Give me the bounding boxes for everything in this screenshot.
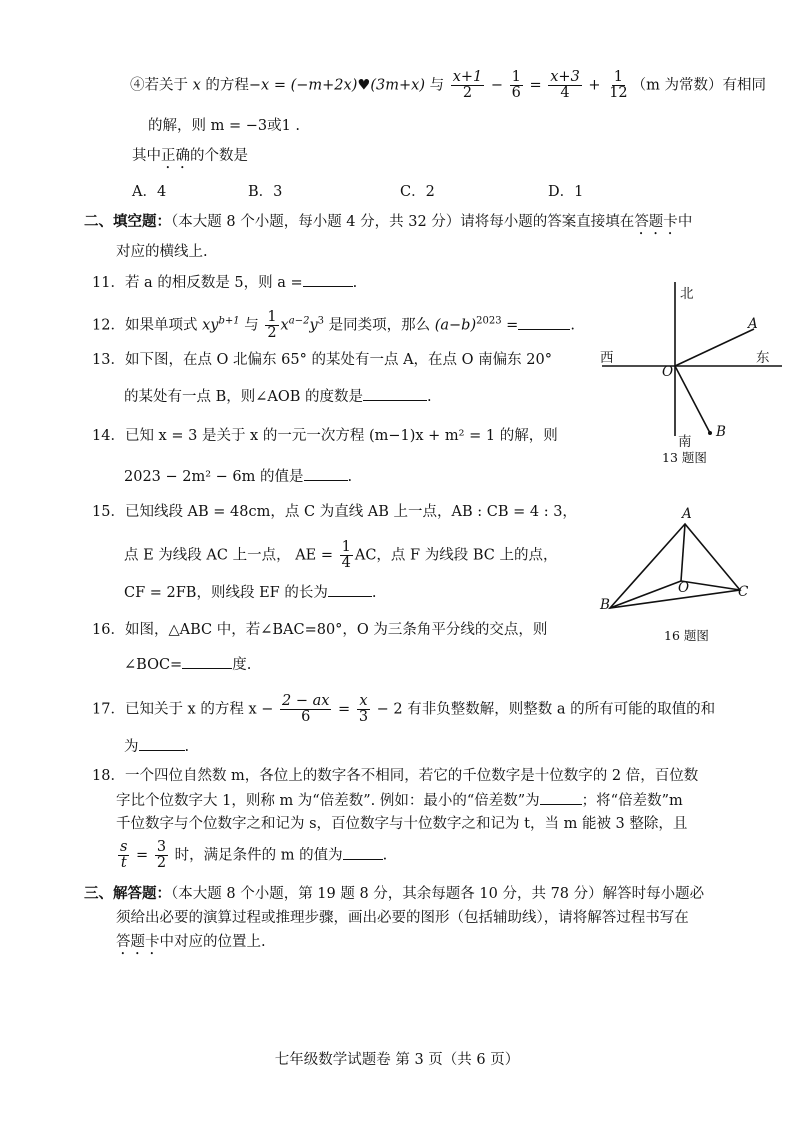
section2-heading: 二、填空题：（本大题 8 个小题，每小题 4 分，共 32 分）请将每小题的答案直接填在答题卡中 bbox=[84, 213, 693, 230]
label-a: A bbox=[682, 506, 692, 522]
fraction: $\frac{x+3}{4}$ bbox=[550, 69, 580, 101]
q13-line2: 的某处有一点 B，则∠AOB 的度数是 . bbox=[124, 386, 432, 407]
answer-blank[interactable] bbox=[363, 386, 427, 401]
q10-item4-line2: 的解，则 m = −3或1 . bbox=[148, 118, 301, 134]
label-east: 东 bbox=[756, 350, 770, 366]
answer-blank[interactable] bbox=[139, 736, 185, 751]
fraction: $\frac{x+1}{2}$ bbox=[452, 69, 483, 101]
page-footer: 七年级数学试题卷 第 3 页（共 6 页） bbox=[274, 1052, 520, 1068]
ray-oa bbox=[675, 329, 754, 366]
fraction: $\frac{1}{2}$ bbox=[267, 309, 277, 341]
q10-item4-line1: ④若关于 x 的方程−x = (−m+2x)♥(3m+x) 与 $\frac{x+1}{2}$ − $\frac{1}{6}$ = $\frac{x+3}{4}$ + $\frac{1}{12}$ （m 为常数）有相同 bbox=[130, 69, 766, 101]
fig16-caption: 16 题图 bbox=[664, 628, 709, 643]
choice-d: D．1 bbox=[548, 184, 584, 200]
fraction: $\frac{2 - ax}{6}$ bbox=[282, 693, 330, 725]
ray-ob bbox=[675, 366, 710, 433]
fig13-caption: 13 题图 bbox=[662, 450, 707, 465]
q14-line2: 2023 − 2m² − 6m 的值是 . bbox=[124, 466, 352, 487]
fraction: $\frac{1}{4}$ bbox=[341, 539, 351, 571]
label-c: C bbox=[738, 584, 749, 600]
answer-blank[interactable] bbox=[328, 582, 372, 597]
q17-line1: 17．已知关于 x 的方程 x − $\frac{2 - ax}{6}$ = $\frac{x}{3}$ − 2 有非负整数解，则整数 a 的所有可能的取值的和 bbox=[92, 693, 716, 725]
q13-line1: 13．如下图，在点 O 北偏东 65° 的某处有一点 A，在点 O 南偏东 20° bbox=[92, 352, 552, 368]
section2-line2: 对应的横线上. bbox=[116, 244, 208, 260]
answer-blank[interactable] bbox=[304, 466, 348, 481]
q15-line2: 点 E 为线段 AC 上一点， AE = $\frac{1}{4}$ AC，点 F 为线段 BC 上的点， bbox=[124, 539, 558, 571]
fraction: $\frac{3}{2}$ bbox=[156, 839, 167, 871]
q10-prompt: 其中正确的个数是 bbox=[132, 148, 248, 164]
choice-b: B．3 bbox=[248, 184, 283, 200]
answer-blank[interactable] bbox=[343, 845, 383, 860]
section3-line3: 答题卡中对应的位置上. bbox=[116, 934, 266, 950]
q15-line3: CF = 2FB，则线段 EF 的长为 . bbox=[124, 582, 376, 603]
answer-blank[interactable] bbox=[182, 654, 232, 669]
q17-line2: 为 . bbox=[124, 736, 189, 757]
segment-ao bbox=[681, 524, 685, 581]
q15-line1: 15．已知线段 AB = 48cm，点 C 为直线 AB 上一点，AB : CB = 4 : 3， bbox=[92, 504, 577, 520]
choice-c: C．2 bbox=[400, 184, 435, 200]
q18-line3: 千位数字与个位数字之和记为 s，百位数字与十位数字之和记为 t，当 m 能被 3 整除，且 bbox=[116, 816, 688, 832]
label-a: A bbox=[748, 316, 758, 332]
fraction: $\frac{1}{12}$ bbox=[609, 69, 628, 101]
triangle-abc bbox=[610, 524, 740, 608]
answer-blank[interactable] bbox=[303, 272, 353, 287]
fraction: $\frac{1}{6}$ bbox=[511, 69, 521, 101]
q12: 12．如果单项式 $xy^{b+1}$ 与 $\frac{1}{2}$ $x^{a-2}y^3$ 是同类项，那么 $(a-b)^{2023}$ = . bbox=[92, 309, 575, 341]
point-b bbox=[708, 431, 712, 435]
q18-line1: 18．一个四位自然数 m，各位上的数字各不相同，若它的千位数字是十位数字的 2 倍，百位数 bbox=[92, 768, 699, 784]
section3-line1: 三、解答题：（本大题 8 个小题，第 19 题 8 分，其余每题各 10 分，共 78 分）解答时每小题必 bbox=[84, 885, 705, 902]
q18-line2: 字比个位数字大 1，则称 m 为“倍差数”. 例如：最小的“倍差数”为 ；将“倍差数”m bbox=[116, 790, 683, 811]
q16-line2: ∠BOC= 度. bbox=[124, 654, 251, 675]
segment-co bbox=[681, 581, 740, 590]
choice-a: A．4 bbox=[132, 184, 167, 200]
q18-line4: $\frac{s}{t}$ = $\frac{3}{2}$ 时，满足条件的 m 的值为 . bbox=[120, 839, 388, 871]
label-o: O bbox=[678, 580, 690, 596]
label-west: 西 bbox=[600, 350, 614, 366]
section3-line2: 须给出必要的演算过程或推理步骤，画出必要的图形（包括辅助线），请将解答过程书写在 bbox=[116, 910, 689, 926]
label-b: B bbox=[716, 424, 726, 440]
label-north: 北 bbox=[680, 286, 694, 302]
fraction: $\frac{s}{t}$ bbox=[120, 839, 128, 871]
label-o: O bbox=[662, 364, 674, 380]
label-b: B bbox=[600, 597, 610, 613]
segment-bo bbox=[610, 581, 681, 608]
answer-blank[interactable] bbox=[540, 790, 582, 805]
q14-line1: 14．已知 x = 3 是关于 x 的一元一次方程 (m−1)x + m² = 1 的解，则 bbox=[92, 428, 558, 444]
q11: 11．若 a 的相反数是 5，则 a = . bbox=[92, 272, 357, 293]
q16-line1: 16．如图，△ABC 中，若∠BAC=80°，O 为三条角平分线的交点，则 bbox=[92, 622, 548, 638]
fraction: $\frac{x}{3}$ bbox=[358, 693, 369, 725]
label-south: 南 bbox=[678, 434, 692, 450]
answer-blank[interactable] bbox=[518, 315, 570, 330]
